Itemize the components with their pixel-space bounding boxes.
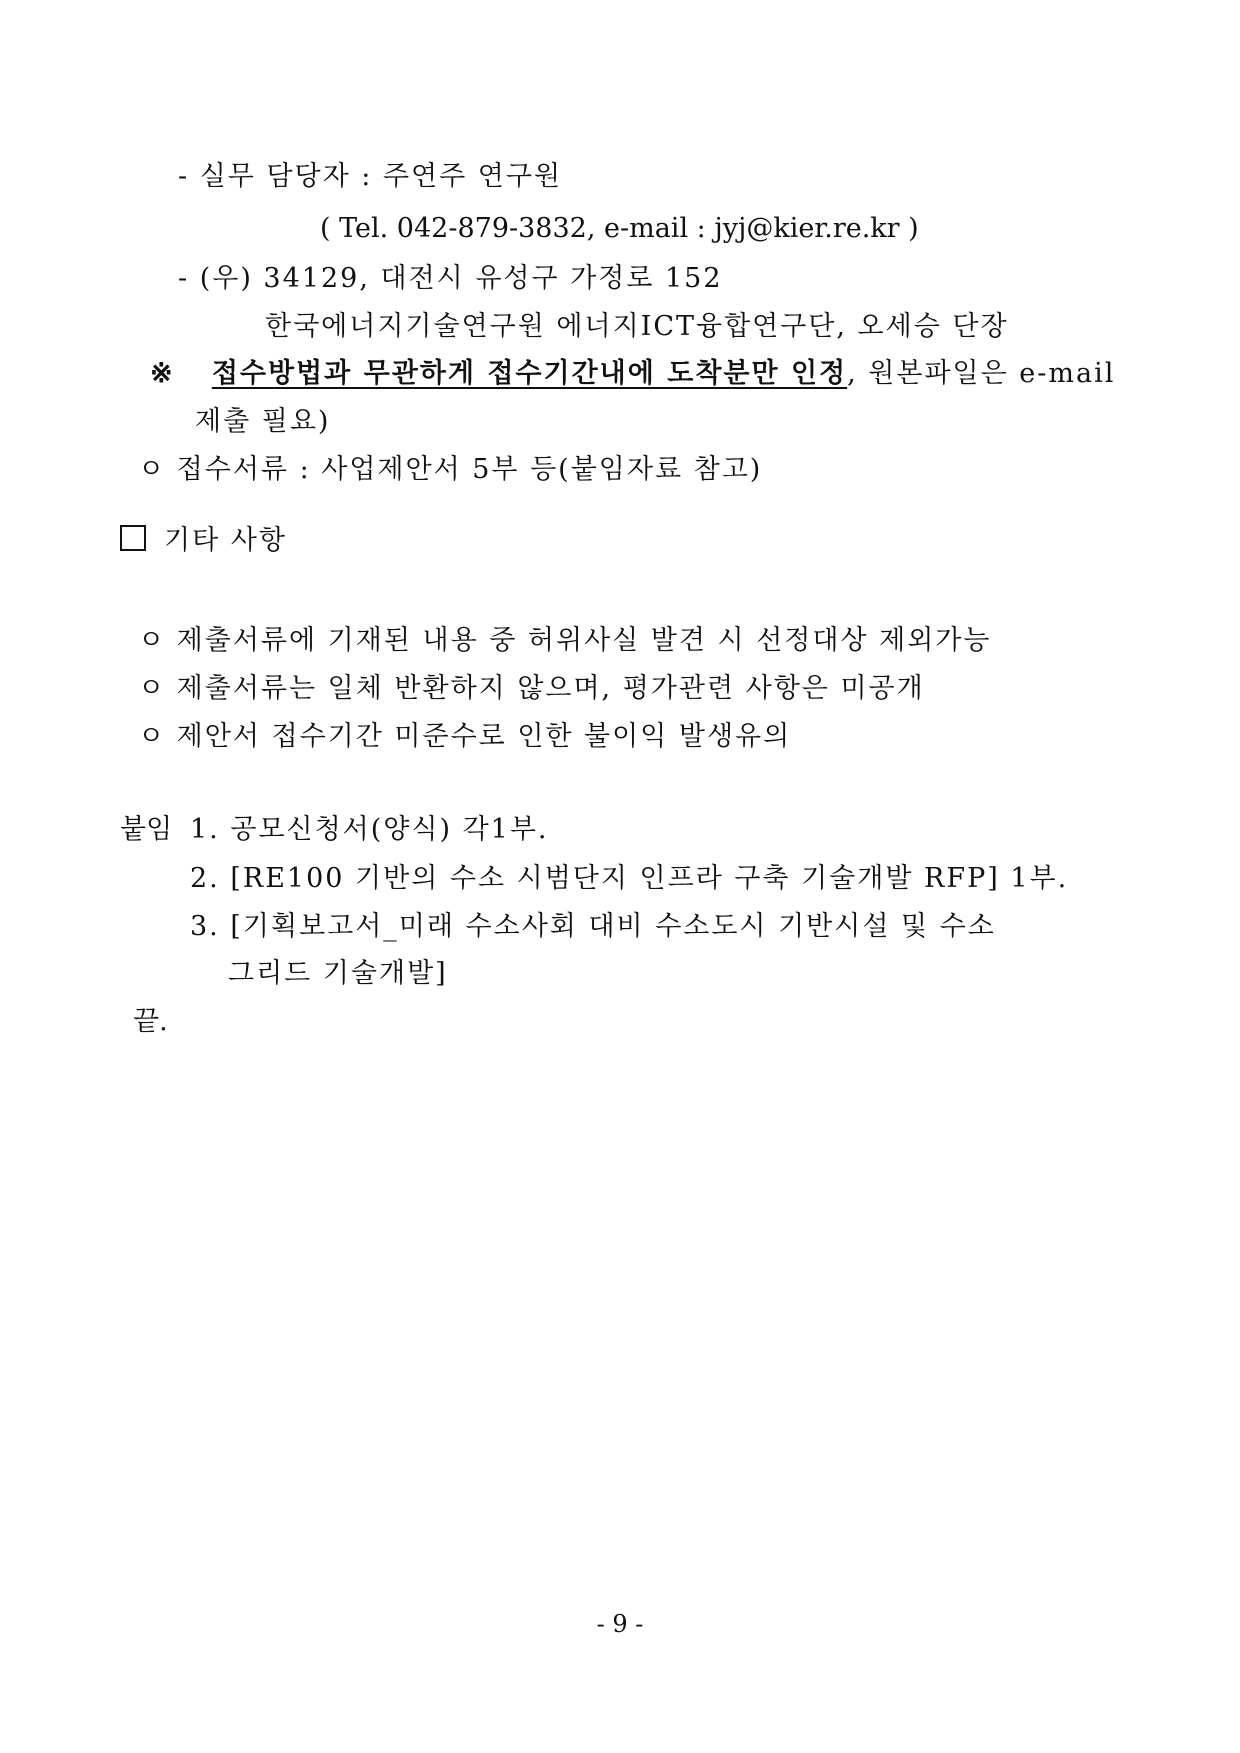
misc-heading-text: 기타 사항	[164, 525, 287, 556]
staff-contact-line: - 실무 담당자 : 주연주 연구원	[178, 161, 563, 192]
attachment-item-continuation: 그리드 기술개발]	[228, 958, 448, 989]
attachment-item: 2. [RE100 기반의 수소 시범단지 인프라 구축 기술개발 RFP] 1부.	[190, 863, 1069, 894]
documents-line: ㅇ 접수서류 : 사업제안서 5부 등(붙임자료 참고)	[138, 454, 763, 485]
note-continuation: 제출 필요)	[195, 406, 331, 437]
note-emphasis: 접수방법과 무관하게 접수기간내에 도착분만 인정	[211, 358, 848, 389]
note-rest: , 원본파일은 e-mail	[847, 358, 1116, 389]
misc-item: ㅇ 제출서류에 기재된 내용 중 허위사실 발견 시 선정대상 제외가능	[138, 625, 992, 656]
attachment-item: 1. 공모신청서(양식) 각1부.	[190, 814, 549, 845]
misc-heading	[120, 524, 287, 558]
address-line: - (우) 34129, 대전시 유성구 가정로 152	[178, 263, 723, 294]
page-number: - 9 -	[596, 1610, 644, 1638]
note-mark: ※	[150, 358, 175, 389]
checkbox-square-icon	[120, 525, 146, 551]
attachment-label: 붙임	[120, 814, 173, 845]
misc-item: ㅇ 제안서 접수기간 미준수로 인한 불이익 발생유의	[138, 721, 792, 752]
submission-note	[150, 357, 1115, 391]
attachment-item: 3. [기획보고서_미래 수소사회 대비 수소도시 기반시설 및 수소	[190, 911, 996, 942]
tel-email-line: ( Tel. 042-879-3832, e-mail : jyj@kier.re.kr )	[320, 213, 919, 244]
end-mark: 끝.	[133, 1006, 168, 1037]
misc-item: ㅇ 제출서류는 일체 반환하지 않으며, 평가관련 사항은 미공개	[138, 673, 925, 704]
organization-line: 한국에너지기술연구원 에너지ICT융합연구단, 오세승 단장	[265, 311, 1009, 342]
